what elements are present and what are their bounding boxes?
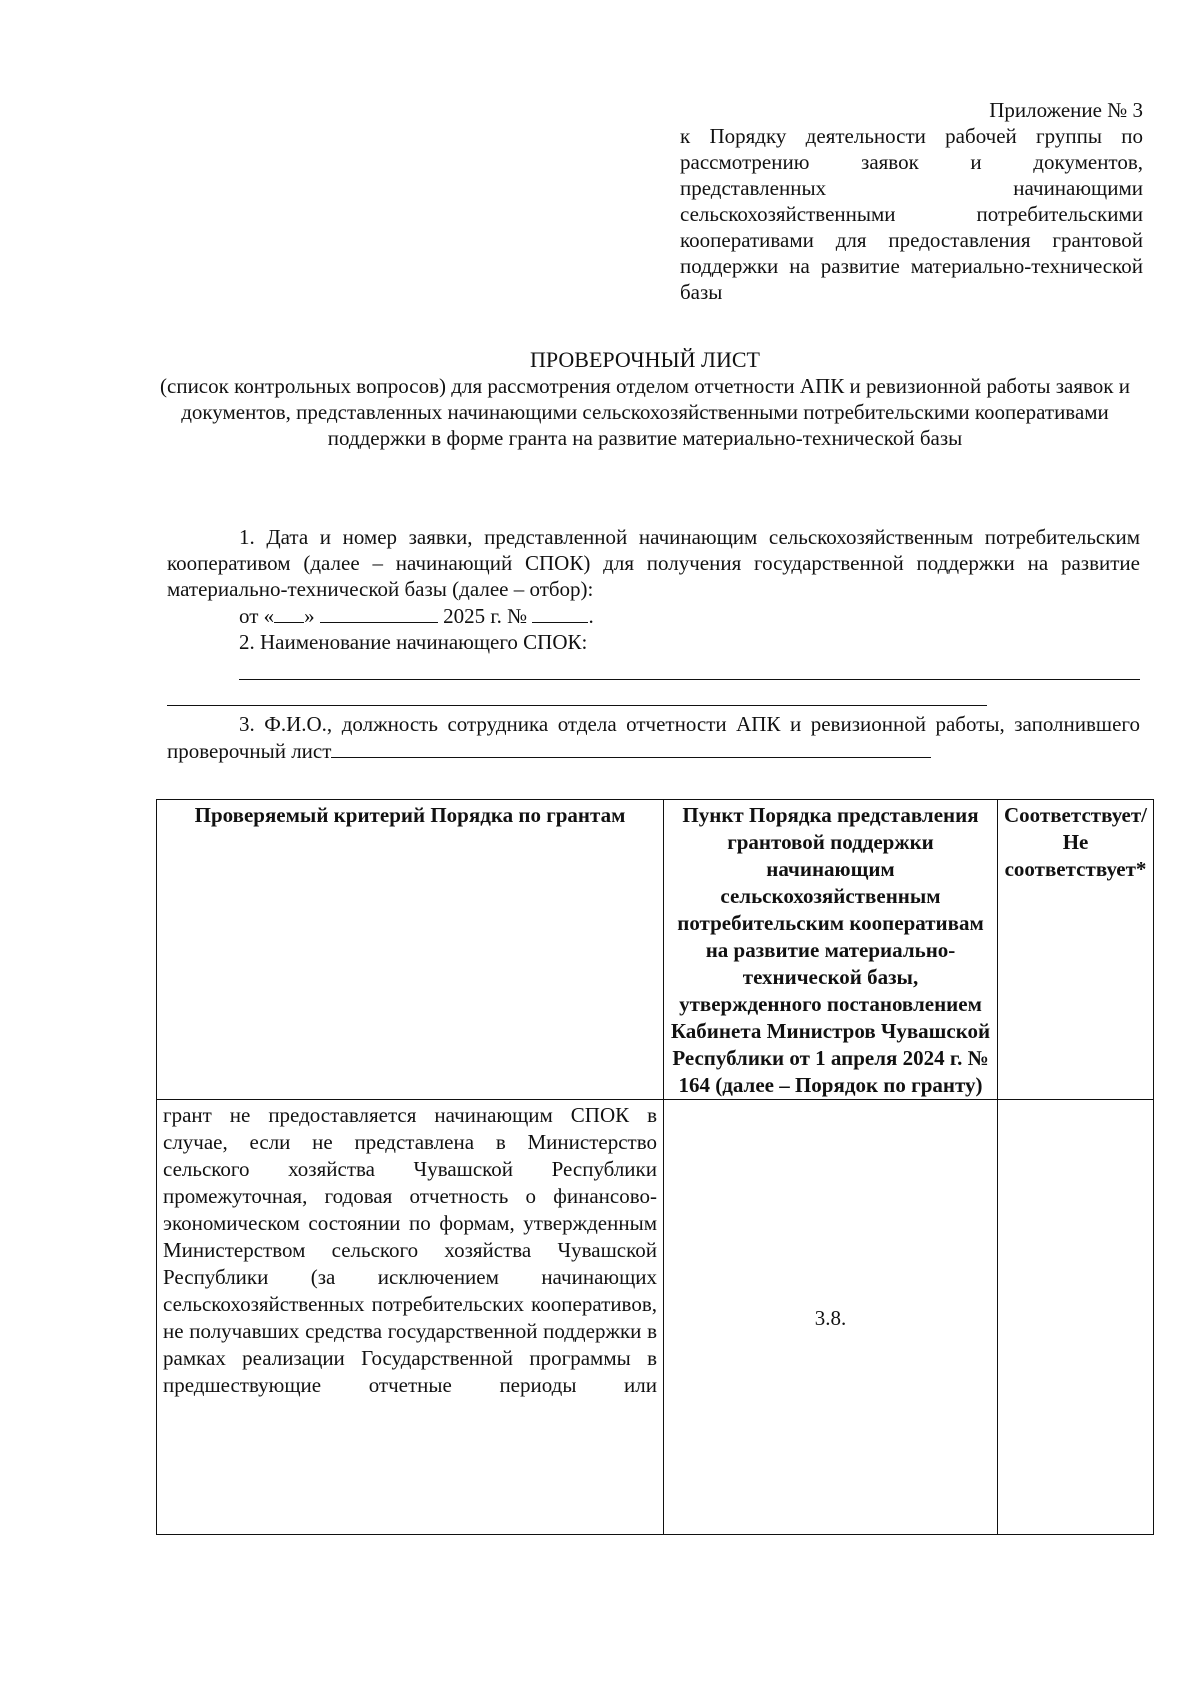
appendix-header: [680, 97, 1143, 305]
appendix-number: Приложение № 3: [989, 98, 1143, 122]
spok-name-field-line-1[interactable]: [239, 679, 1140, 680]
item-1-application: 1. Дата и номер заявки, представленной начинающим сельскохозяйственным потребительским кооперативом (далее – начинающий СПОК) для получения государственной поддержки на развитие материально-технической базы (далее – отбор):: [167, 525, 1140, 601]
clause-cell: 3.8.: [664, 1100, 998, 1535]
header-complies: Соответствует/ Не соответствует*: [998, 800, 1154, 1100]
item-2-name: 2. Наименование начинающего СПОК:: [239, 630, 588, 654]
month-field[interactable]: [320, 602, 438, 623]
table-row: [157, 1100, 1154, 1535]
header-criterion: Проверяемый критерий Порядка по грантам: [157, 800, 664, 1100]
date-prefix: от «: [239, 604, 275, 628]
header-clause: Пункт Порядка представления грантовой поддержки начинающим сельскохозяйственным потребительским кооперативам на развитие материально-технической базы, утвержденного постановлением Кабинета Министров Чувашской Республики от 1 апреля 2024 г. № 164 (далее – Порядок по гранту): [664, 800, 998, 1100]
item-3-employee: 3. Ф.И.О., должность сотрудника отдела отчетности АПК и ревизионной работы, заполнившего проверочный лист: [167, 712, 1140, 763]
employee-field[interactable]: [331, 737, 931, 758]
item-1-date-line: [167, 602, 1140, 629]
complies-cell[interactable]: [998, 1100, 1154, 1535]
document-title-block: [150, 347, 1140, 451]
criterion-cell: грант не предоставляется начинающим СПОК в случае, если не представлена в Министерство сельского хозяйства Чувашской Республики промежуточная, годовая отчетность о финансово-экономическом состоянии по формам, утвержденным Министерством сельского хозяйства Чувашской Республики (за исключением начинающих сельскохозяйственных потребительских кооперативов, не получавших средства государственной поддержки в рамках реализации Государственной программы в предшествующие отчетные периоды или: [157, 1100, 664, 1535]
application-number-field[interactable]: [532, 602, 588, 623]
item-3-block: [167, 711, 1140, 764]
checklist-table: [156, 799, 1154, 1535]
document-title: ПРОВЕРОЧНЫЙ ЛИСТ: [530, 347, 760, 372]
table-header-row: [157, 800, 1154, 1100]
year-label: 2025 г. №: [443, 604, 528, 628]
date-mid: »: [304, 604, 315, 628]
date-end: .: [588, 604, 594, 628]
form-fields: [167, 524, 1140, 655]
document-subtitle: (список контрольных вопросов) для рассмотрения отделом отчетности АПК и ревизионной работы заявок и документов, представленных начинающими сельскохозяйственными потребительскими кооперативами поддержки в форме гранта на развитие материально-технической базы: [160, 374, 1130, 450]
appendix-reference: к Порядку деятельности рабочей группы по рассмотрению заявок и документов, представленных начинающими сельскохозяйственными потребительскими кооперативами для предоставления грантовой поддержки на развитие материально-технической базы: [680, 124, 1143, 304]
spok-name-field-line-2[interactable]: [167, 705, 987, 706]
day-field[interactable]: [274, 602, 304, 623]
